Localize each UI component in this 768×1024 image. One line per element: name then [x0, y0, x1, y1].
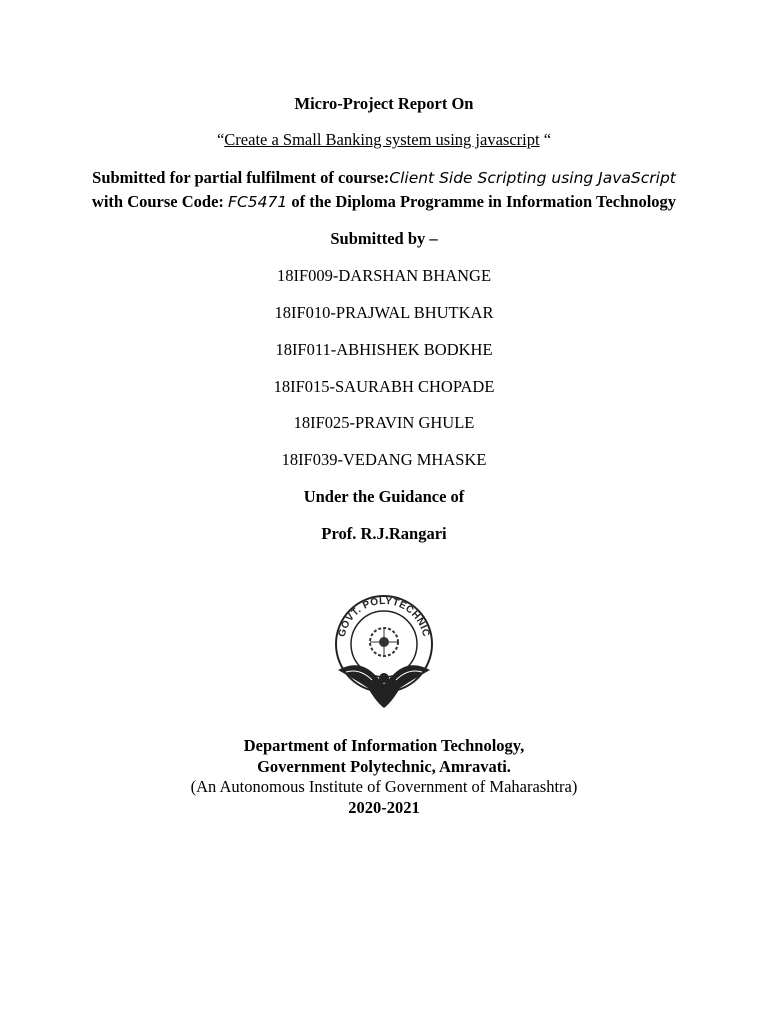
student-name: 18IF011-ABHISHEK BODKHE [275, 340, 493, 359]
student-name: 18IF039-VEDANG MHASKE [281, 450, 487, 469]
institution-status: (An Autonomous Institute of Government of Maharashtra) [190, 777, 578, 796]
student-name: 18IF009-DARSHAN BHANGE [276, 266, 492, 285]
academic-year: 2020-2021 [348, 798, 420, 817]
student-name: 18IF015-SAURABH CHOPADE [273, 377, 495, 396]
emblem-text: GOVT. POLYTECHNIC [336, 595, 432, 639]
course-code: FC5471 [228, 193, 288, 211]
college-name: Government Polytechnic, Amravati. [257, 757, 511, 776]
course-name: Client Side Scripting using JavaScript [389, 169, 676, 187]
student-name: 18IF010-PRAJWAL BHUTKAR [274, 303, 494, 322]
project-title-line [0, 130, 768, 150]
title-close-quote: “ [539, 130, 552, 149]
department-name: Department of Information Technology, [243, 736, 525, 755]
submitted-by-label: Submitted by – [330, 229, 438, 248]
project-title: Create a Small Banking system using javascript [224, 130, 540, 149]
title-open-quote: “ [216, 130, 225, 149]
guidance-label: Under the Guidance of [303, 487, 465, 506]
report-heading: Micro-Project Report On [294, 94, 474, 113]
guide-name: Prof. R.J.Rangari [321, 524, 447, 543]
college-emblem-icon [330, 592, 438, 712]
course-line [0, 168, 768, 188]
course-prefix: Submitted for partial fulfilment of course: [92, 168, 390, 187]
course-code-line [0, 192, 768, 212]
student-name: 18IF025-PRAVIN GHULE [293, 413, 475, 432]
course-code-suffix: of the Diploma Programme in Information Technology [287, 192, 677, 211]
course-code-prefix: with Course Code: [91, 192, 229, 211]
